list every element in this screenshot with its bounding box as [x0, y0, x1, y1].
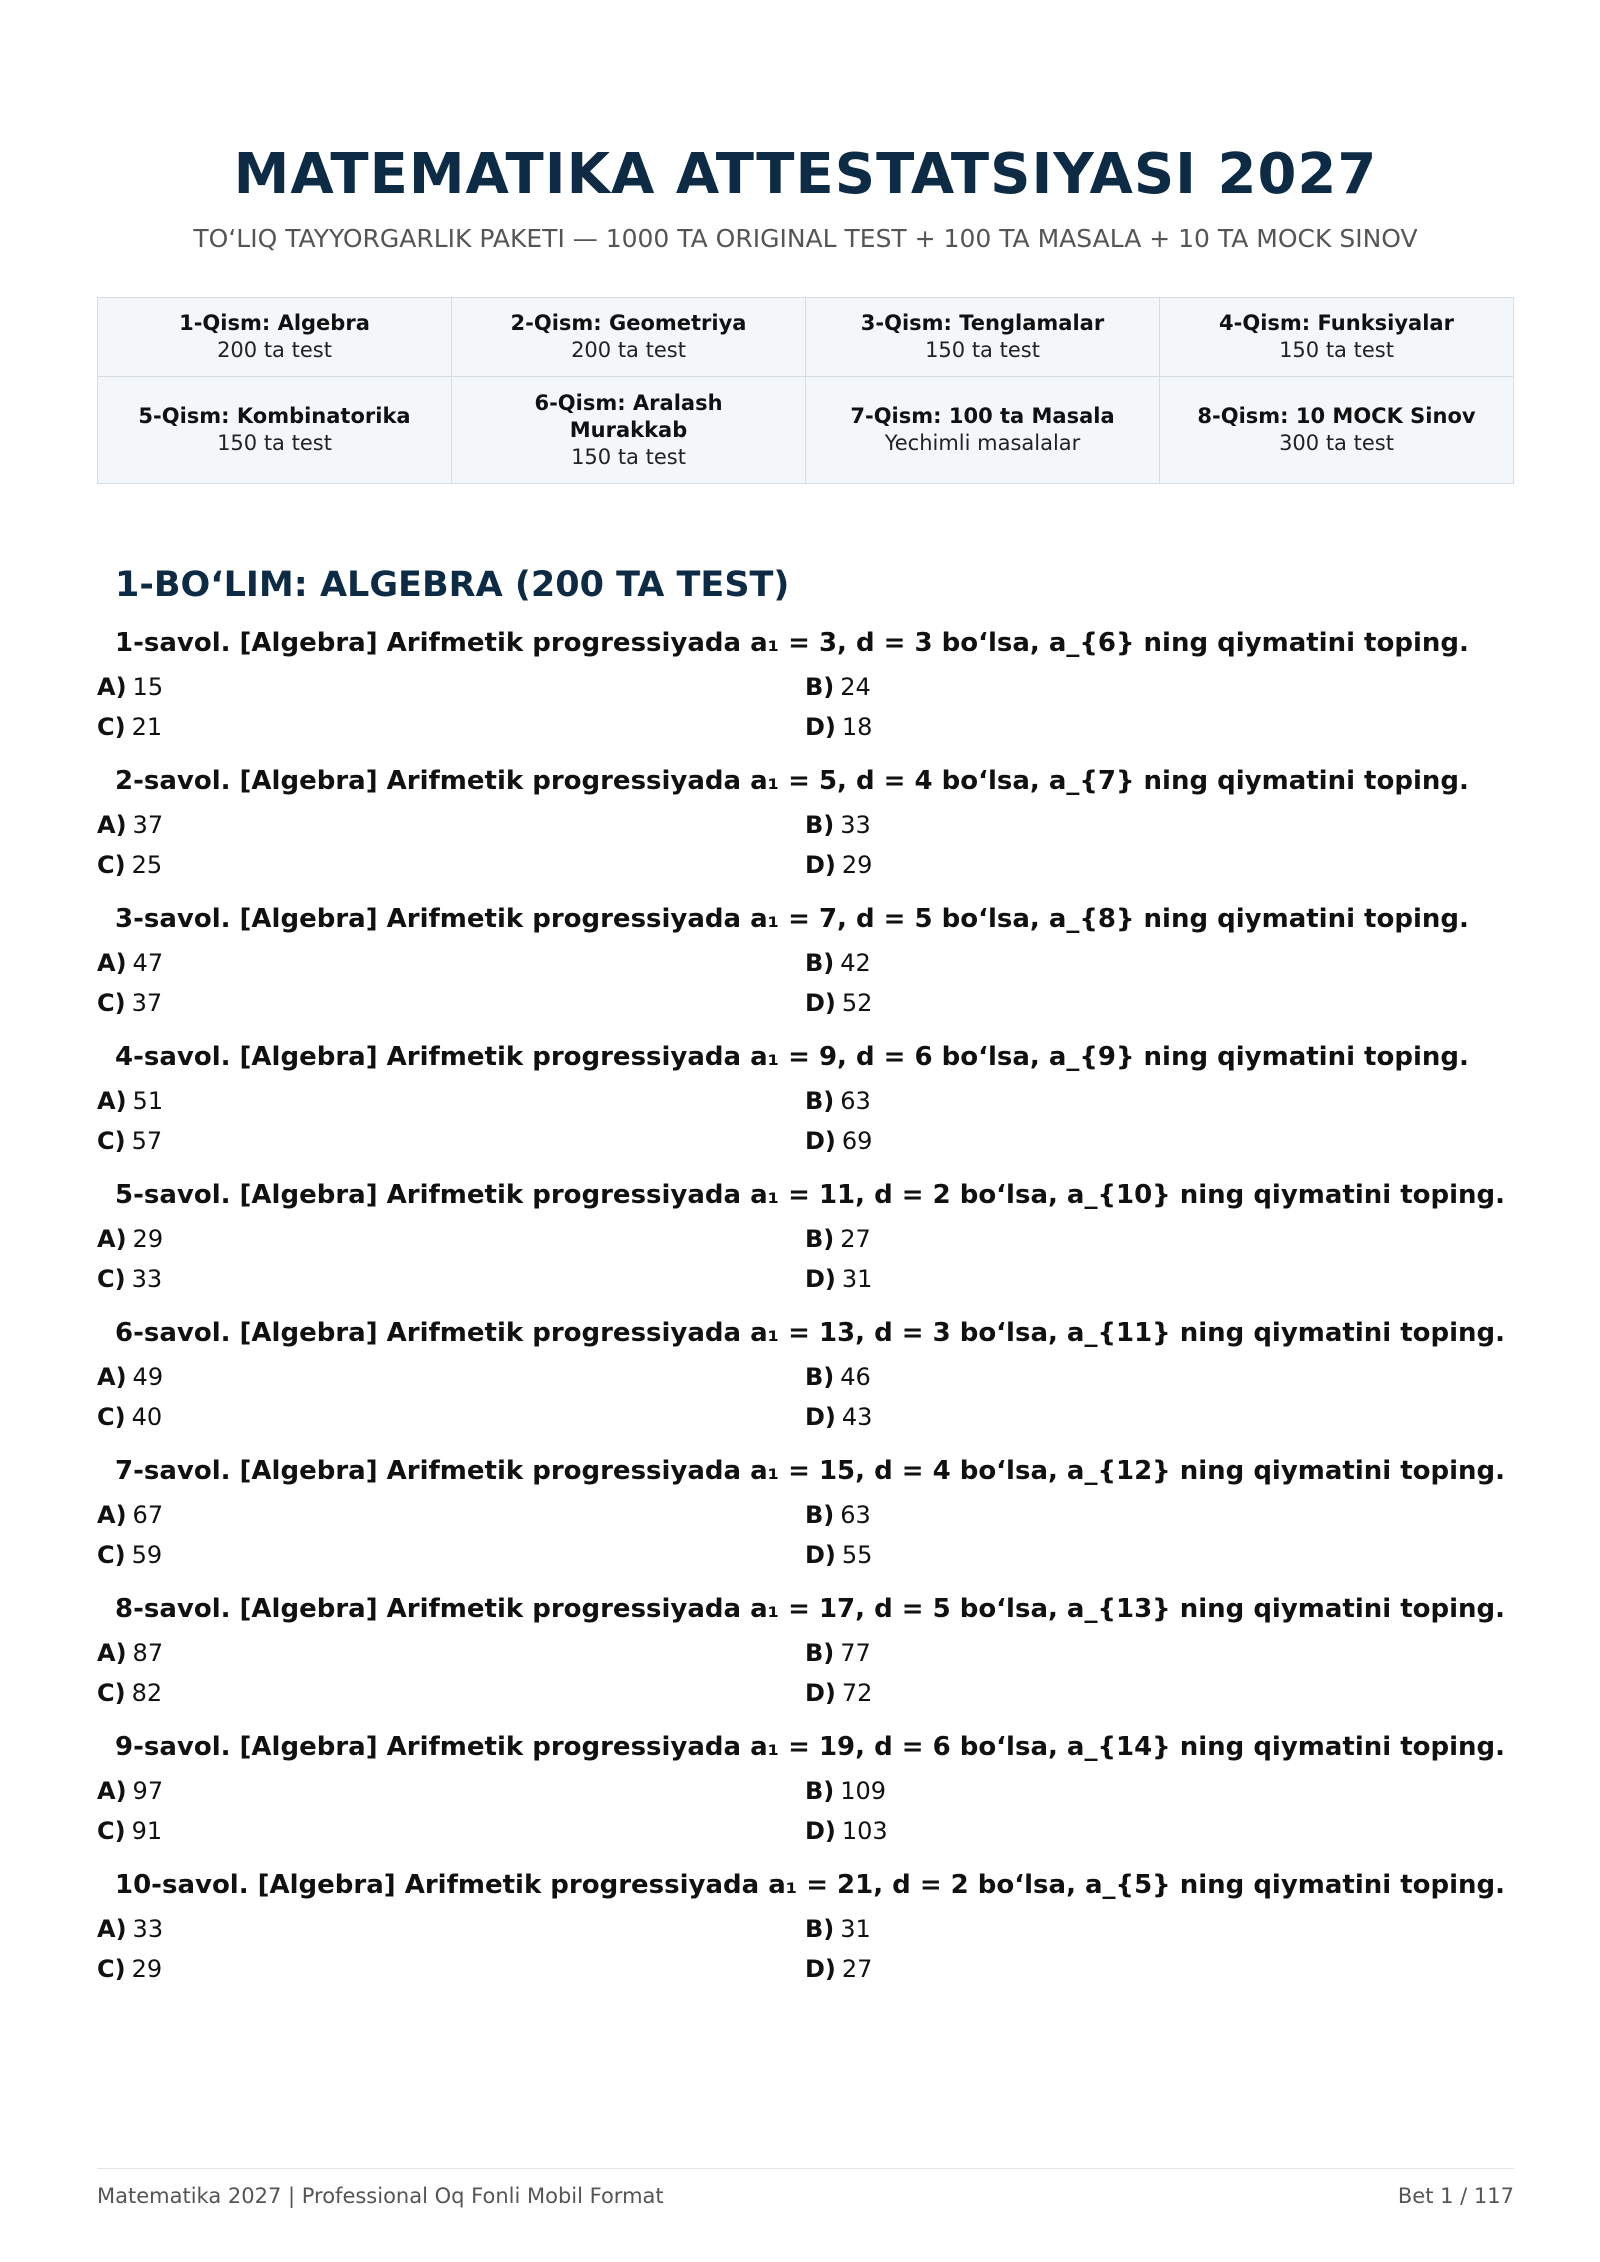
contents-cell-count: 150 ta test	[925, 338, 1040, 362]
option-letter: C)	[97, 1955, 126, 1983]
option-a	[97, 1085, 163, 1117]
contents-cell	[1160, 377, 1514, 484]
contents-cell-title: 3-Qism: Tenglamalar	[860, 311, 1105, 335]
option-d	[805, 1263, 872, 1295]
contents-cell	[806, 377, 1160, 484]
option-a	[97, 1913, 163, 1945]
contents-cell	[806, 298, 1160, 377]
option-value: 33	[840, 811, 871, 839]
contents-cell-count: Yechimli masalalar	[884, 431, 1081, 455]
option-value: 29	[131, 1955, 163, 1983]
option-d	[805, 1815, 888, 1847]
option-d	[805, 1953, 872, 1985]
option-b	[805, 671, 871, 703]
option-a	[97, 1499, 163, 1531]
option-value: 31	[840, 1915, 871, 1943]
question-item	[97, 625, 1514, 763]
option-value: 103	[841, 1817, 888, 1845]
option-value: 49	[132, 1363, 164, 1391]
option-value: 91	[131, 1817, 163, 1845]
question-text: 10-savol. [Algebra] Arifmetik progressiyada a₁ = 21, d = 2 bo‘lsa, a_{5} ning qiymatini toping.	[115, 1870, 1506, 1900]
option-value: 97	[132, 1777, 164, 1805]
option-letter: C)	[97, 851, 126, 879]
option-c	[97, 1539, 162, 1571]
option-letter: A)	[97, 1087, 127, 1115]
option-value: 42	[840, 949, 871, 977]
option-d	[805, 711, 872, 743]
option-letter: B)	[805, 1225, 835, 1253]
contents-row	[98, 377, 1514, 484]
option-value: 37	[131, 989, 163, 1017]
option-value: 51	[132, 1087, 164, 1115]
contents-cell-count: 150 ta test	[1279, 338, 1394, 362]
option-value: 63	[840, 1501, 871, 1529]
contents-cell-title: 6-Qism: Aralash Murakkab	[534, 390, 723, 442]
option-c	[97, 1263, 162, 1295]
option-letter: A)	[97, 1363, 127, 1391]
question-text: 6-savol. [Algebra] Arifmetik progressiyada a₁ = 13, d = 3 bo‘lsa, a_{11} ning qiymatini toping.	[115, 1318, 1506, 1348]
document-page	[97, 0, 1514, 2262]
option-letter: B)	[805, 1501, 835, 1529]
question-item	[97, 1591, 1514, 1729]
contents-cell	[1160, 298, 1514, 377]
option-letter: D)	[805, 1679, 836, 1707]
option-a	[97, 1223, 163, 1255]
option-value: 29	[132, 1225, 164, 1253]
option-value: 109	[840, 1777, 887, 1805]
option-letter: D)	[805, 1403, 836, 1431]
question-text: 8-savol. [Algebra] Arifmetik progressiyada a₁ = 17, d = 5 bo‘lsa, a_{13} ning qiymatini toping.	[115, 1594, 1506, 1624]
option-value: 82	[131, 1679, 163, 1707]
option-value: 15	[132, 673, 164, 701]
option-value: 46	[840, 1363, 871, 1391]
contents-cell-title: 2-Qism: Geometriya	[510, 311, 747, 335]
option-letter: D)	[805, 989, 836, 1017]
contents-cell-count: 200 ta test	[571, 338, 686, 362]
option-b	[805, 1499, 871, 1531]
option-value: 57	[131, 1127, 163, 1155]
question-item	[97, 1039, 1514, 1177]
option-c	[97, 711, 162, 743]
option-letter: D)	[805, 1817, 836, 1845]
contents-cell-title: 7-Qism: 100 ta Masala	[850, 404, 1115, 428]
option-letter: B)	[805, 1777, 835, 1805]
option-letter: D)	[805, 1127, 836, 1155]
option-a	[97, 947, 163, 979]
option-letter: C)	[97, 1265, 126, 1293]
option-value: 69	[841, 1127, 873, 1155]
contents-cell-title: 5-Qism: Kombinatorika	[138, 404, 411, 428]
question-text: 1-savol. [Algebra] Arifmetik progressiyada a₁ = 3, d = 3 bo‘lsa, a_{6} ning qiymatini toping.	[115, 628, 1469, 658]
option-letter: D)	[805, 1541, 836, 1569]
option-value: 59	[131, 1541, 163, 1569]
option-b	[805, 947, 871, 979]
question-item	[97, 763, 1514, 901]
option-d	[805, 1401, 872, 1433]
page-title: MATEMATIKA ATTESTATSIYASI 2027	[233, 142, 1378, 207]
option-letter: C)	[97, 1127, 126, 1155]
option-value: 29	[841, 851, 873, 879]
contents-cell-count: 150 ta test	[217, 431, 332, 455]
option-letter: B)	[805, 1639, 835, 1667]
option-value: 52	[841, 989, 873, 1017]
option-value: 63	[840, 1087, 871, 1115]
option-letter: A)	[97, 811, 127, 839]
option-value: 55	[841, 1541, 873, 1569]
option-d	[805, 987, 872, 1019]
option-a	[97, 1361, 163, 1393]
contents-cell	[98, 298, 452, 377]
option-d	[805, 1539, 872, 1571]
page-subtitle: TO‘LIQ TAYYORGARLIK PAKETI — 1000 TA ORIGINAL TEST + 100 TA MASALA + 10 TA MOCK SINOV	[193, 224, 1418, 253]
question-item	[97, 1315, 1514, 1453]
contents-cell-count: 150 ta test	[571, 444, 686, 469]
option-value: 33	[131, 1265, 163, 1293]
contents-cell-count: 200 ta test	[217, 338, 332, 362]
question-item	[97, 1453, 1514, 1591]
option-letter: B)	[805, 1363, 835, 1391]
option-a	[97, 1637, 163, 1669]
option-b	[805, 1085, 871, 1117]
option-letter: A)	[97, 1501, 127, 1529]
option-value: 87	[132, 1639, 164, 1667]
option-value: 21	[131, 713, 163, 741]
option-letter: B)	[805, 811, 835, 839]
option-value: 33	[132, 1915, 164, 1943]
contents-cell	[452, 377, 806, 484]
option-letter: D)	[805, 1265, 836, 1293]
option-c	[97, 1953, 162, 1985]
option-d	[805, 849, 872, 881]
option-b	[805, 1361, 871, 1393]
question-list	[97, 625, 1514, 2005]
option-letter: C)	[97, 1679, 126, 1707]
question-text: 2-savol. [Algebra] Arifmetik progressiyada a₁ = 5, d = 4 bo‘lsa, a_{7} ning qiymatini toping.	[115, 766, 1469, 796]
footer-divider	[97, 2168, 1514, 2169]
option-letter: D)	[805, 1955, 836, 1983]
option-b	[805, 1913, 871, 1945]
option-value: 18	[841, 713, 873, 741]
option-letter: B)	[805, 1915, 835, 1943]
question-text: 4-savol. [Algebra] Arifmetik progressiyada a₁ = 9, d = 6 bo‘lsa, a_{9} ning qiymatini toping.	[115, 1042, 1469, 1072]
option-letter: C)	[97, 989, 126, 1017]
option-value: 40	[131, 1403, 163, 1431]
option-c	[97, 1125, 162, 1157]
question-item	[97, 1867, 1514, 2005]
option-letter: D)	[805, 851, 836, 879]
contents-cell-title: 4-Qism: Funksiyalar	[1219, 311, 1454, 335]
option-value: 31	[841, 1265, 873, 1293]
contents-table	[97, 297, 1514, 484]
option-c	[97, 849, 162, 881]
option-value: 47	[132, 949, 164, 977]
contents-row	[98, 298, 1514, 377]
option-c	[97, 987, 162, 1019]
option-c	[97, 1815, 162, 1847]
contents-cell-title: 8-Qism: 10 MOCK Sinov	[1197, 404, 1476, 428]
footer-label: Matematika 2027 | Professional Oq Fonli Mobil Format	[97, 2184, 664, 2208]
option-letter: A)	[97, 673, 127, 701]
option-a	[97, 809, 163, 841]
option-letter: A)	[97, 1639, 127, 1667]
option-letter: D)	[805, 713, 836, 741]
option-value: 43	[841, 1403, 873, 1431]
option-a	[97, 671, 163, 703]
option-letter: C)	[97, 1403, 126, 1431]
option-d	[805, 1125, 872, 1157]
section-heading: 1-BO‘LIM: ALGEBRA (200 TA TEST)	[115, 565, 790, 605]
option-a	[97, 1775, 163, 1807]
option-value: 24	[840, 673, 871, 701]
option-letter: A)	[97, 949, 127, 977]
question-item	[97, 1729, 1514, 1867]
option-value: 27	[840, 1225, 871, 1253]
question-text: 9-savol. [Algebra] Arifmetik progressiyada a₁ = 19, d = 6 bo‘lsa, a_{14} ning qiymatini toping.	[115, 1732, 1506, 1762]
option-letter: C)	[97, 1817, 126, 1845]
option-letter: B)	[805, 673, 835, 701]
option-letter: A)	[97, 1225, 127, 1253]
contents-cell	[452, 298, 806, 377]
option-value: 27	[841, 1955, 873, 1983]
option-b	[805, 1637, 871, 1669]
question-item	[97, 901, 1514, 1039]
option-letter: B)	[805, 949, 835, 977]
option-b	[805, 1223, 871, 1255]
option-value: 67	[132, 1501, 164, 1529]
option-value: 72	[841, 1679, 873, 1707]
page-number: Bet 1 / 117	[1397, 2184, 1514, 2208]
option-b	[805, 1775, 886, 1807]
contents-cell-count: 300 ta test	[1279, 431, 1394, 455]
contents-cell-title: 1-Qism: Algebra	[179, 311, 370, 335]
contents-cell	[98, 377, 452, 484]
option-d	[805, 1677, 872, 1709]
question-text: 7-savol. [Algebra] Arifmetik progressiyada a₁ = 15, d = 4 bo‘lsa, a_{12} ning qiymatini toping.	[115, 1456, 1506, 1486]
option-c	[97, 1677, 162, 1709]
option-value: 77	[840, 1639, 871, 1667]
option-value: 25	[131, 851, 163, 879]
option-b	[805, 809, 871, 841]
option-letter: A)	[97, 1915, 127, 1943]
question-text: 3-savol. [Algebra] Arifmetik progressiyada a₁ = 7, d = 5 bo‘lsa, a_{8} ning qiymatini toping.	[115, 904, 1469, 934]
option-c	[97, 1401, 162, 1433]
option-letter: B)	[805, 1087, 835, 1115]
question-item	[97, 1177, 1514, 1315]
option-value: 37	[132, 811, 164, 839]
option-letter: C)	[97, 1541, 126, 1569]
question-text: 5-savol. [Algebra] Arifmetik progressiyada a₁ = 11, d = 2 bo‘lsa, a_{10} ning qiymatini toping.	[115, 1180, 1506, 1210]
option-letter: C)	[97, 713, 126, 741]
option-letter: A)	[97, 1777, 127, 1805]
